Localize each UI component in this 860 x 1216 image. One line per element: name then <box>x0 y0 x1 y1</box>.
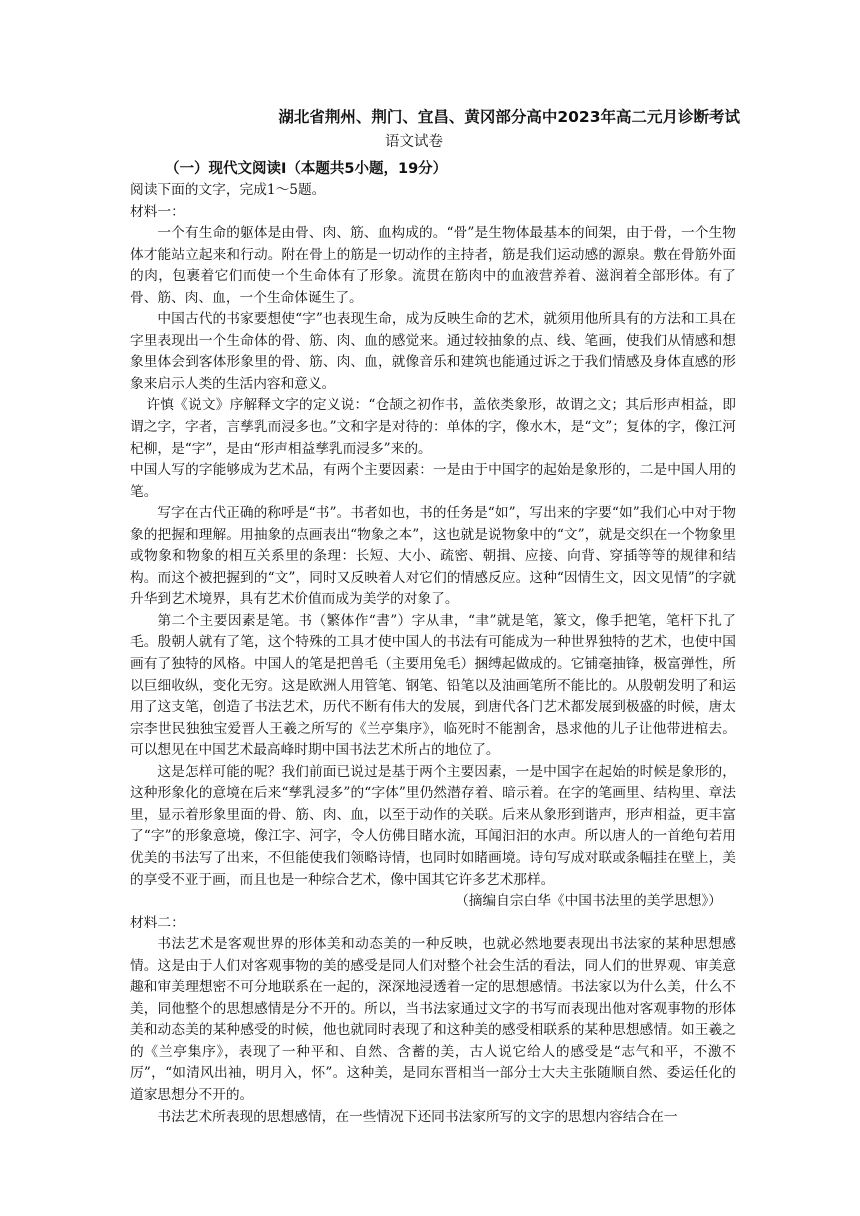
material-one-paragraph: 中国人写的字能够成为艺术品，有两个主要因素：一是由于中国字的起始是象形的，二是中国人用的笔。 <box>130 462 736 500</box>
material-two-paragraph: 书法艺术所表现的思想感情，在一些情况下还同书法家所写的文字的思想内容结合在一 <box>157 1108 678 1125</box>
material-one-paragraph: 这是怎样可能的呢？我们前面已说过是基于两个主要因素，一是中国字在起始的时候是象形的，这种形象化的意境在后来“孳乳浸多”的“字体”里仍然潜存着、暗示着。在字的笔画里、结构里、章法里，显示着形象里面的骨、筋、肉、血，以至于动作的关联。后来从象形到谐声，形声相益，更丰富了“字”的形象意境，像江字、河字，令人仿佛目睹水流，耳闻汩汩的水声。所以唐人的一首绝句若用优美的书法写了出来，不但能使我们领略诗情，也同时如睹画境。诗句写成对联或条幅挂在壁上，美的享受不亚于画，而且也是一种综合艺术，像中国其它许多艺术那样。 <box>130 763 736 888</box>
material-one-paragraph: 中国古代的书家要想使“字”也表现生命，成为反映生命的艺术，就须用他所具有的方法和工具在字里表现出一个生命体的骨、筋、肉、血的感觉来。通过较抽象的点、线、笔画，使我们从情感和想象里体会到客体形象里的骨、筋、肉、血，就像音乐和建筑也能通过诉之于我们情感及身体直感的形象来启示人类的生活内容和意义。 <box>130 311 736 392</box>
section-heading: （一）现代文阅读Ⅰ（本题共5小题，19分） <box>165 161 448 177</box>
document-body <box>130 180 736 1128</box>
material-two-label: 材料二： <box>130 914 185 931</box>
material-one-paragraph: 第二个主要因素是笔。书（繁体作“書”）字从聿，“聿”就是笔，篆文，像手把笔，笔杆下扎了毛。殷朝人就有了笔，这个特殊的工具才使中国人的书法有可能成为一种世界独特的艺术，也使中国画有了独特的风格。中国人的笔是把兽毛（主要用兔毛）捆缚起做成的。它铺毫抽锋，极富弹性，所以巨细收纵，变化无穷。这是欧洲人用管笔、钢笔、铅笔以及油画笔所不能比的。从殷朝发明了和运用了这支笔，创造了书法艺术，历代不断有伟大的发展，到唐代各门艺术都发展到极盛的时候，唐太宗李世民独独宝爱晋人王羲之所写的《兰亭集序》，临死时不能割舍，恳求他的儿子让他带进棺去。可以想见在中国艺术最高峰时期中国书法艺术所占的地位了。 <box>130 612 736 759</box>
exam-subtitle: 语文试卷 <box>385 134 443 150</box>
material-one-paragraph: 许慎《说文》序解释文字的定义说：“仓颉之初作书，盖依类象形，故谓之文；其后形声相益，即谓之字，字者，言孳乳而浸多也。”文和字是对待的：单体的字，像水木，是“文”；复体的字，像江河杞柳，是“字”，是由“形声相益孳乳而浸多”来的。 <box>130 397 736 457</box>
exam-title: 湖北省荆州、荆门、宜昌、黄冈部分高中2023年高二元月诊断考试 <box>278 108 740 126</box>
material-one-label: 材料一： <box>130 203 185 220</box>
instruction-text: 阅读下面的文字，完成1～5题。 <box>130 182 326 198</box>
material-one-paragraph: 一个有生命的躯体是由骨、肉、筋、血构成的。“骨”是生物体最基本的间架，由于骨，一个生物体才能站立起来和行动。附在骨上的筋是一切动作的主持者，筋是我们运动感的源泉。敷在骨筋外面的肉，包裹着它们而使一个生命体有了形象。流贯在筋肉中的血液营养着、滋润着全部形体。有了骨、筋、肉、血，一个生命体诞生了。 <box>130 225 736 306</box>
material-one-source: （摘编自宗白华《中国书法里的美学思想》） <box>455 893 722 910</box>
material-two-paragraph: 书法艺术是客观世界的形体美和动态美的一种反映，也就必然地要表现出书法家的某种思想感情。这是由于人们对客观事物的美的感受是同人们对整个社会生活的看法，同人们的世界观、审美意趣和审美理想密不可分地联系在一起的，深深地浸透着一定的思想感情。书法家以为什么美，什么不美，同他整个的思想感情是分不开的。所以，当书法家通过文字的书写而表现出他对客观事物的形体美和动态美的某种感受的时候，他也就同时表现了和这种美的感受相联系的某种思想感情。如王羲之的《兰亭集序》，表现了一种平和、自然、含蓄的美，古人说它给人的感受是“志气和平，不激不厉”，“如清风出袖，明月入，怀”。这种美，是同东晋相当一部分士大夫主张随顺自然、委运任化的道家思想分不开的。 <box>130 936 736 1103</box>
material-one-paragraph: 写字在古代正确的称呼是“书”。书者如也，书的任务是“如”，写出来的字要“如”我们心中对于物象的把握和理解。用抽象的点画表出“物象之本”，这也就是说物象中的“文”，就是交织在一个物象里或物象和物象的相互关系里的条理：长短、大小、疏密、朝揖、应接、向背、穿插等等的规律和结构。而这个被把握到的“文”，同时又反映着人对它们的情感反应。这种“因情生文，因文见情”的字就升华到艺术境界，具有艺术价值而成为美学的对象了。 <box>130 505 736 608</box>
